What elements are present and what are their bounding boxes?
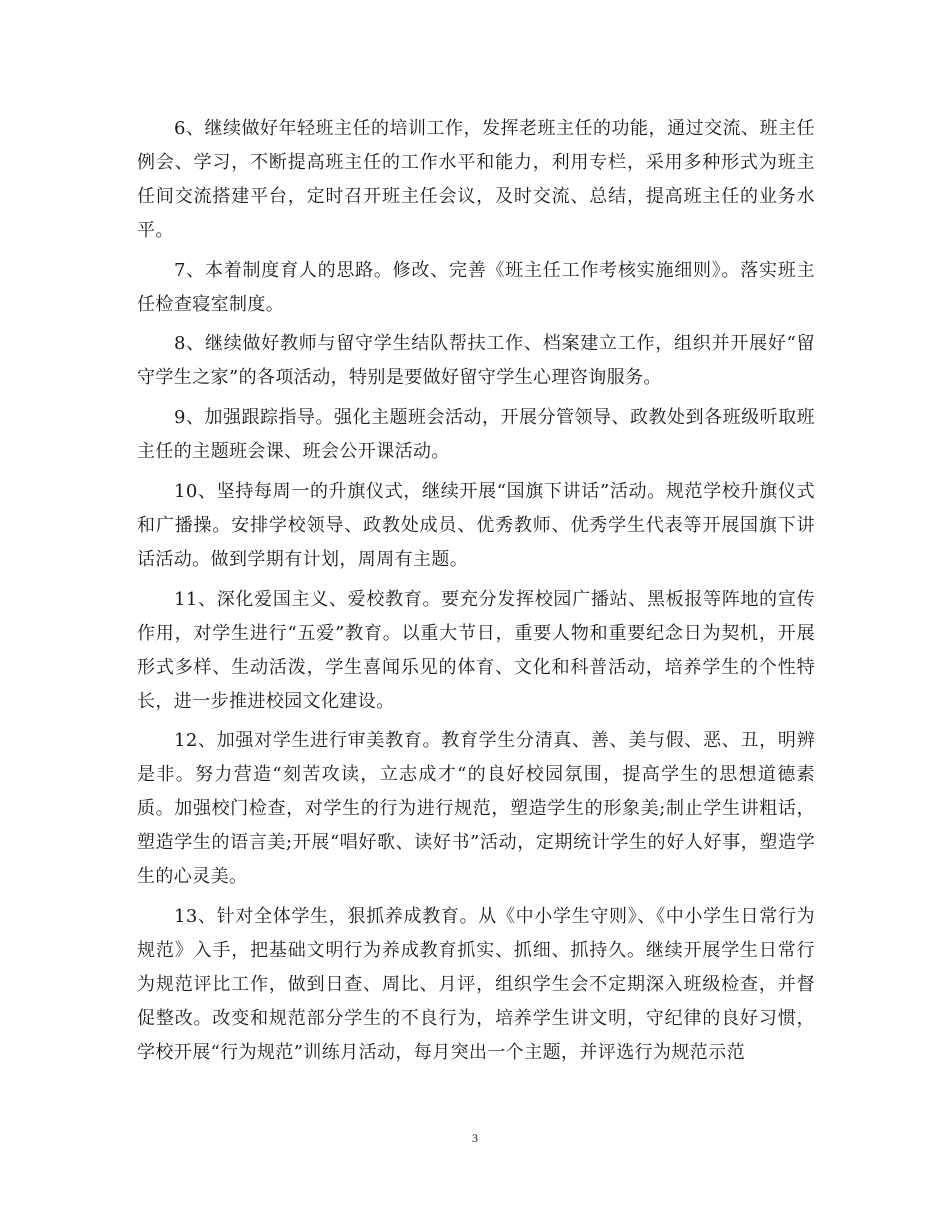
document-body [137,112,815,1069]
paragraph-item-6: 6、继续做好年轻班主任的培训工作，发挥老班主任的功能，通过交流、班主任例会、学习，不断提高班主任的工作水平和能力，利用专栏，采用多种形式为班主任间交流搭建平台，定时召开班主任会议，及时交流、总结，提高班主任的业务水平。 [137,118,815,241]
paragraph-item-7: 7、本着制度育人的思路。修改、完善《班主任工作考核实施细则》。落实班主任检查寝室制度。 [137,259,815,315]
paragraph-item-9: 9、加强跟踪指导。强化主题班会活动，开展分管领导、政教处到各班级听取班主任的主题班会课、班会公开课活动。 [137,407,815,463]
paragraph-item-10: 10、坚持每周一的升旗仪式，继续开展“国旗下讲话”活动。规范学校升旗仪式和广播操。安排学校领导、政教处成员、优秀教师、优秀学生代表等开展国旗下讲话活动。做到学期有计划，周周有主题。 [137,481,815,570]
paragraph-item-8: 8、继续做好教师与留守学生结队帮扶工作、档案建立工作，组织并开展好“留守学生之家”的各项活动，特别是要做好留守学生心理咨询服务。 [137,333,815,389]
paragraph-item-13: 13、针对全体学生，狠抓养成教育。从《中小学生守则》、《中小学生日常行为规范》入手，把基础文明行为养成教育抓实、抓细、抓持久。继续开展学生日常行为规范评比工作，做到日查、周比、月评，组织学生会不定期深入班级检查，并督促整改。改变和规范部分学生的不良行为，培养学生讲文明，守纪律的良好习惯，学校开展“行为规范”训练月活动，每月突出一个主题，并评选行为规范示范 [137,905,815,1063]
paragraph-item-11: 11、深化爱国主义、爱校教育。要充分发挥校园广播站、黑板报等阵地的宣传作用，对学生进行“五爱”教育。以重大节日，重要人物和重要纪念日为契机，开展形式多样、生动活泼，学生喜闻乐见的体育、文化和科普活动，培养学生的个性特长，进一步推进校园文化建设。 [137,588,815,712]
page-number: 3 [472,1131,478,1145]
paragraph-item-12: 12、加强对学生进行审美教育。教育学生分清真、善、美与假、恶、丑，明辨是非。努力营造“刻苦攻读，立志成才“的良好校园氛围，提高学生的思想道德素质。加强校门检查，对学生的行为进行规范，塑造学生的形象美;制止学生讲粗话，塑造学生的语言美;开展“唱好歌、读好书”活动，定期统计学生的好人好事，塑造学生的心灵美。 [137,730,815,888]
